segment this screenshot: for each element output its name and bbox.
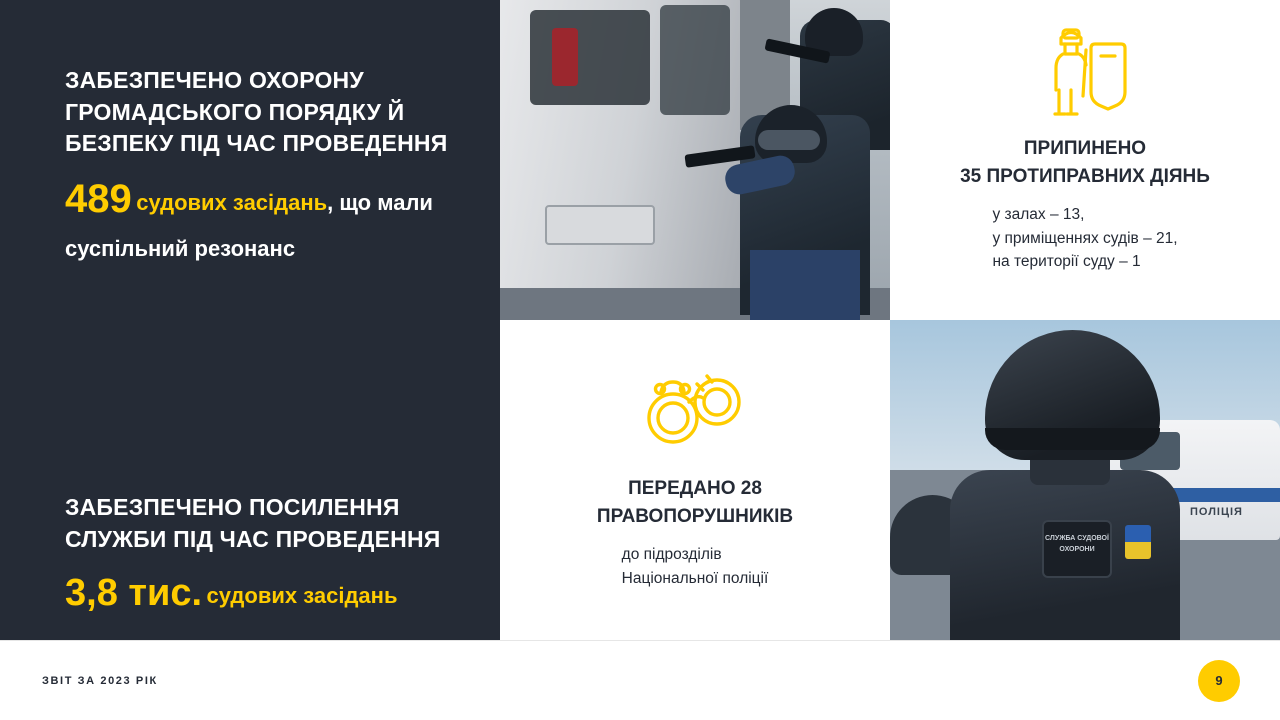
photo-van-window-2 bbox=[660, 5, 730, 115]
card-bottom-details bbox=[622, 543, 769, 590]
photo-officer-lower-legs bbox=[750, 250, 860, 320]
block1-stat-row bbox=[65, 172, 460, 226]
block1-second-line: суспільний резонанс bbox=[65, 236, 296, 262]
swat-officers-photo bbox=[500, 0, 890, 320]
block1-heading-line-3: БЕЗПЕКУ ПІД ЧАС ПРОВЕДЕННЯ bbox=[65, 130, 448, 157]
card-bottom-title-line-1: ПЕРЕДАНО 28 bbox=[628, 478, 762, 499]
card-top-title-line-1: ПРИПИНЕНО bbox=[1023, 138, 1147, 159]
card-transferred-offenders bbox=[500, 320, 890, 640]
card-top-detail-2: у приміщеннях судів – 21, bbox=[992, 229, 1178, 247]
card-top-detail-3: на території суду – 1 bbox=[992, 252, 1141, 270]
card-top-details bbox=[992, 203, 1177, 273]
left-dark-panel bbox=[0, 0, 500, 640]
slide-footer bbox=[0, 640, 1280, 720]
riot-police-shield-icon bbox=[890, 18, 1280, 130]
card-bottom-detail-2: Національної поліції bbox=[621, 569, 769, 587]
block2-number: 3,8 тис. bbox=[65, 571, 203, 614]
photo-ukraine-flag-patch bbox=[1125, 525, 1151, 559]
block1-number-unit: судових засідань bbox=[136, 190, 328, 216]
block2-stat-row bbox=[65, 568, 460, 619]
photo-officer-helmet-band bbox=[985, 428, 1160, 450]
block2-heading-line-1: ЗАБЕЗПЕЧЕНО ПОСИЛЕННЯ bbox=[65, 494, 400, 521]
report-label: ЗВІТ ЗА 2023 РІК bbox=[42, 674, 158, 687]
block1-number: 489 bbox=[65, 177, 132, 222]
block2-heading-line-2: СЛУЖБИ ПІД ЧАС ПРОВЕДЕННЯ bbox=[65, 525, 441, 552]
stat-block-service-reinforcement bbox=[65, 492, 460, 619]
block2-number-unit: судових засідань bbox=[206, 582, 398, 608]
photo-officer-lower-visor bbox=[758, 130, 820, 150]
block1-heading-line-2: ГРОМАДСЬКОГО ПОРЯДКУ Й bbox=[65, 98, 405, 125]
photo-van-window bbox=[530, 10, 650, 105]
photo-license-plate bbox=[545, 205, 655, 245]
card-bottom-title-line-2: ПРАВОПОРУШНИКІВ bbox=[596, 505, 794, 527]
block1-heading-line-1: ЗАБЕЗПЕЧЕНО ОХОРОНУ bbox=[65, 67, 364, 93]
court-security-officer-photo bbox=[890, 320, 1280, 640]
card-top-detail-1: у залах – 13, bbox=[992, 206, 1085, 224]
card-bottom-detail-1: до підрозділів bbox=[621, 546, 722, 564]
photo-taillight bbox=[552, 28, 578, 86]
photo-officer-patch-text: СЛУЖБА СУДОВОЇ ОХОРОНИ bbox=[1045, 535, 1109, 553]
card-top-title-line-2: 35 ПРОТИПРАВНИХ ДІЯНЬ bbox=[960, 165, 1210, 187]
card-stopped-offences bbox=[890, 0, 1280, 320]
block1-after-text: , що мали bbox=[327, 190, 433, 216]
page-number-badge: 9 bbox=[1198, 660, 1240, 702]
stat-block-court-sessions bbox=[65, 65, 460, 262]
handcuffs-icon bbox=[500, 350, 890, 470]
photo-police-van-text: ПОЛІЦІЯ bbox=[1190, 506, 1243, 518]
